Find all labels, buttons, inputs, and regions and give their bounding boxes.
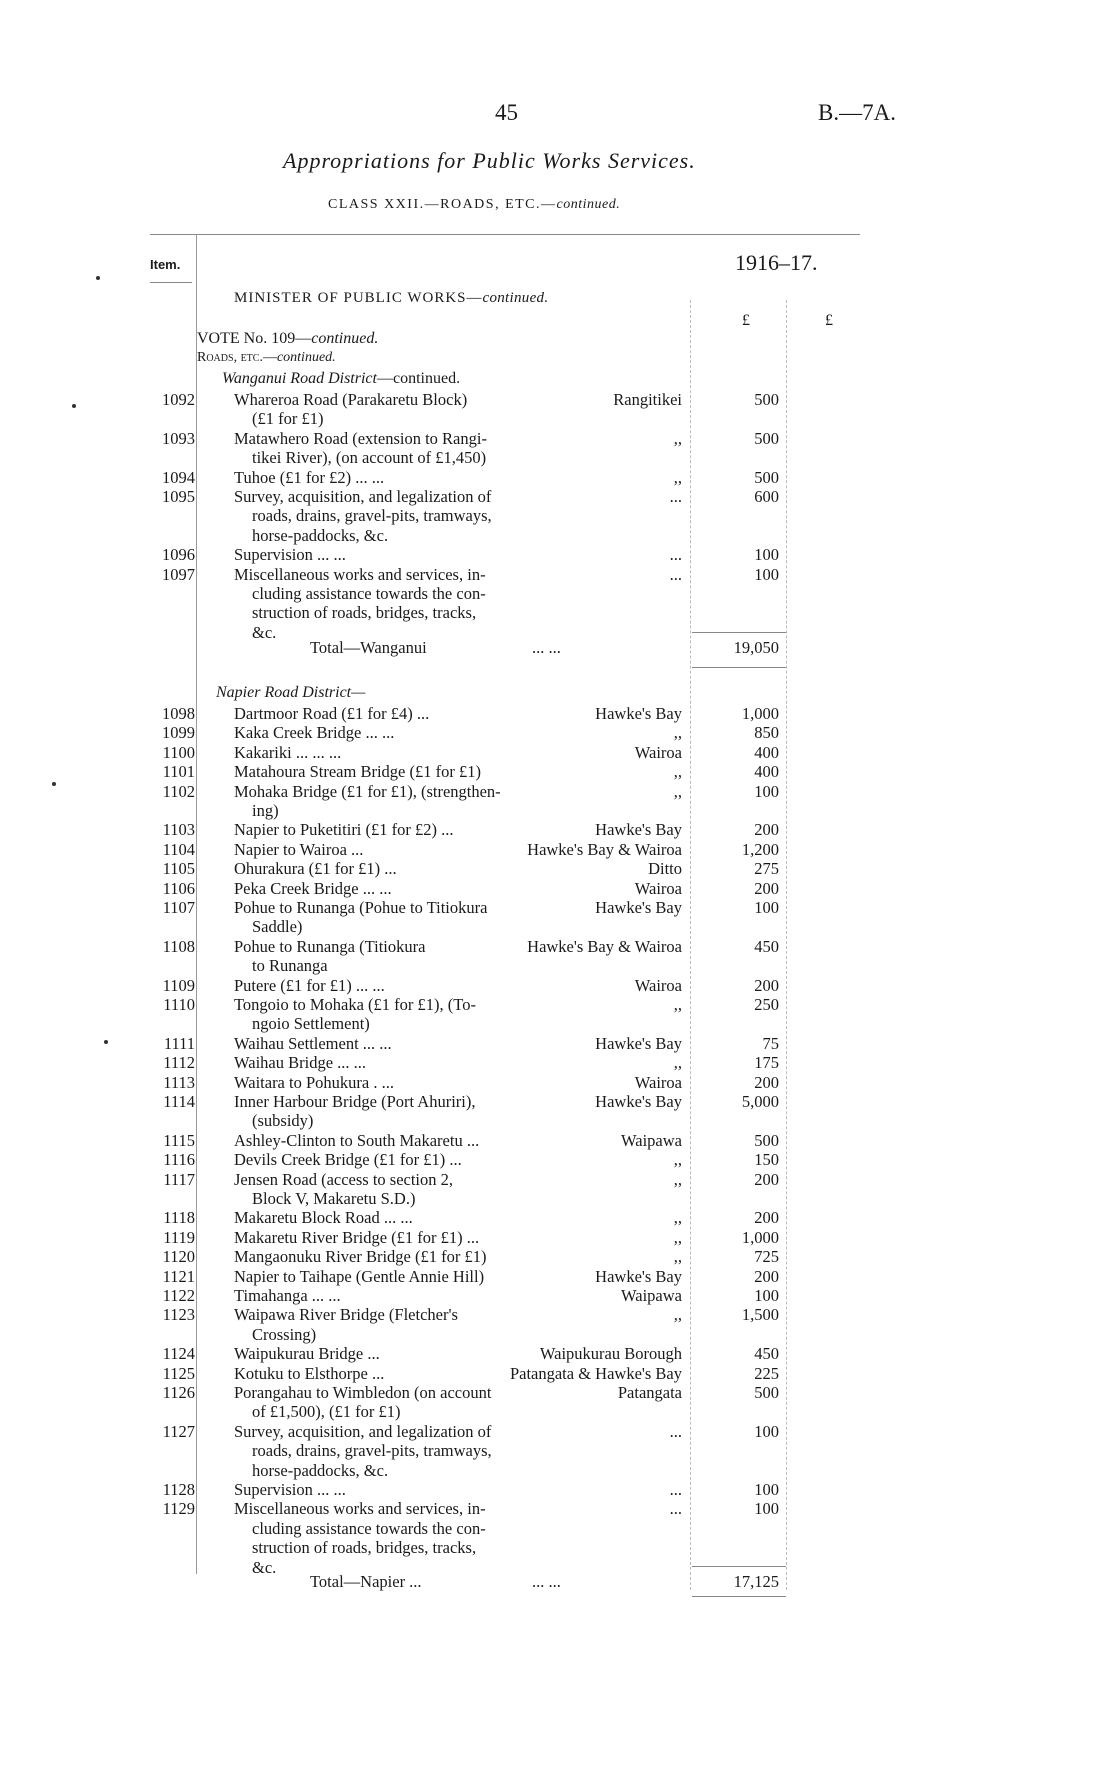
item-number: 1106 xyxy=(162,878,195,898)
item-number: 1116 xyxy=(163,1150,195,1170)
napier-total-rule-top xyxy=(692,1566,786,1567)
electorate: ... xyxy=(669,487,682,506)
item-description xyxy=(234,840,564,859)
roads-heading-main: Roads, etc.— xyxy=(197,350,277,365)
item-number: 1095 xyxy=(162,487,195,506)
description-line: Survey, acquisition, and legalization of xyxy=(234,1421,492,1441)
description-line: Waihau Bridge ... ... xyxy=(234,1053,367,1073)
ministry-heading-main: MINISTER OF PUBLIC WORKS— xyxy=(234,290,483,306)
item-description xyxy=(234,1073,564,1092)
amount: 500 xyxy=(754,390,779,409)
description-line: tikei River), (on account of £1,450) xyxy=(252,448,487,468)
electorate: Patangata & Hawke's Bay xyxy=(509,1363,682,1383)
item-number: 1122 xyxy=(162,1286,195,1305)
currency-symbol-1: £ xyxy=(742,312,750,329)
item-number: 1124 xyxy=(162,1344,195,1364)
description-line: roads, drains, gravel-pits, tramways, xyxy=(252,1441,492,1461)
electorate: ,, xyxy=(673,1227,682,1247)
item-number: 1101 xyxy=(162,762,195,782)
item-header-rule xyxy=(150,282,192,283)
item-description xyxy=(234,1053,564,1072)
description-line: Kakariki ... ... ... xyxy=(234,742,342,762)
wanganui-total-label: Total—Wanganui xyxy=(310,638,427,657)
item-number: 1127 xyxy=(162,1421,195,1441)
description-line: Saddle) xyxy=(252,917,303,937)
description-line: horse-paddocks, &c. xyxy=(252,1460,389,1480)
item-description xyxy=(234,390,564,429)
description-line: Matahoura Stream Bridge (£1 for £1) xyxy=(234,762,481,782)
description-line: Waitara to Pohukura . ... xyxy=(234,1072,394,1092)
electorate: ,, xyxy=(673,467,682,487)
item-number: 1098 xyxy=(162,704,195,723)
item-description xyxy=(234,1480,564,1499)
electorate: ,, xyxy=(673,723,682,743)
description-line: struction of roads, bridges, tracks, xyxy=(252,1538,477,1558)
wanganui-total-rule-top xyxy=(692,632,786,633)
amount: 200 xyxy=(754,1169,779,1189)
electorate: ... xyxy=(669,1421,682,1441)
description-line: Supervision ... ... xyxy=(234,545,346,565)
electorate: Hawke's Bay xyxy=(595,704,682,723)
description-line: Waipawa River Bridge (Fletcher's xyxy=(234,1305,458,1325)
description-line: Miscellaneous works and services, in- xyxy=(234,564,486,584)
description-line: Matawhero Road (extension to Rangi- xyxy=(234,428,487,448)
item-description xyxy=(234,487,564,545)
item-number: 1126 xyxy=(162,1383,195,1402)
item-number: 1096 xyxy=(162,545,195,565)
description-line: Napier to Taihape (Gentle Annie Hill) xyxy=(234,1266,485,1286)
amount: 100 xyxy=(754,1286,779,1305)
electorate: Wairoa xyxy=(634,1072,682,1092)
item-description xyxy=(234,704,564,723)
description-line: Dartmoor Road (£1 for £4) ... xyxy=(234,704,430,723)
amount: 200 xyxy=(754,1266,779,1286)
item-number: 1121 xyxy=(162,1266,195,1286)
item-number: 1097 xyxy=(162,564,195,584)
item-description xyxy=(234,762,564,781)
electorate: ,, xyxy=(673,1053,682,1073)
description-line: Napier to Puketitiri (£1 for £2) ... xyxy=(234,820,454,840)
electorate: ... xyxy=(669,1480,682,1499)
description-line: Ohurakura (£1 for £1) ... xyxy=(234,859,397,879)
napier-district-heading: Napier Road District— xyxy=(216,684,366,701)
description-line: ngoio Settlement) xyxy=(252,1014,370,1034)
electorate: ,, xyxy=(673,781,682,801)
description-line: of £1,500), (£1 for £1) xyxy=(252,1402,401,1422)
amount: 500 xyxy=(754,467,779,487)
item-description xyxy=(234,545,564,564)
electorate: ,, xyxy=(673,1305,682,1325)
item-description xyxy=(234,468,564,487)
class-subtitle-main: CLASS XXII.—ROADS, ETC.— xyxy=(328,197,557,212)
amount: 225 xyxy=(754,1363,779,1383)
amount: 175 xyxy=(754,1053,779,1073)
margin-speck xyxy=(72,404,76,408)
item-number: 1114 xyxy=(163,1092,195,1111)
ministry-heading-cont: continued. xyxy=(482,290,549,306)
page-number: 45 xyxy=(495,100,518,125)
item-description xyxy=(234,820,564,839)
description-line: Miscellaneous works and services, in- xyxy=(234,1499,486,1519)
description-line: Kotuku to Elsthorpe ... xyxy=(234,1363,385,1383)
amount: 1,000 xyxy=(741,1227,779,1247)
electorate: ,, xyxy=(673,995,682,1014)
electorate: Hawke's Bay xyxy=(595,1092,682,1111)
description-line: Devils Creek Bridge (£1 for £1) ... xyxy=(234,1150,462,1170)
amount: 450 xyxy=(754,1344,779,1364)
description-line: cluding assistance towards the con- xyxy=(252,1518,486,1538)
electorate: ,, xyxy=(673,428,682,448)
description-line: Whareroa Road (Parakaretu Block) xyxy=(234,390,468,409)
amount: 100 xyxy=(754,781,779,801)
description-line: Makaretu River Bridge (£1 for £1) ... xyxy=(234,1227,480,1247)
item-description xyxy=(234,1092,564,1131)
item-description xyxy=(234,976,564,995)
margin-speck xyxy=(52,782,56,786)
item-number: 1105 xyxy=(162,859,195,879)
amount: 500 xyxy=(754,428,779,448)
amount: 100 xyxy=(754,1480,779,1499)
item-description xyxy=(234,859,564,878)
description-line: Mangaonuku River Bridge (£1 for £1) xyxy=(234,1247,487,1267)
amount: 100 xyxy=(754,564,779,584)
amount: 600 xyxy=(754,487,779,506)
description-line: cluding assistance towards the con- xyxy=(252,584,486,603)
item-description xyxy=(234,1208,564,1227)
electorate: ,, xyxy=(673,1150,682,1170)
electorate: Waipawa xyxy=(621,1130,682,1150)
item-description xyxy=(234,995,564,1034)
amount: 100 xyxy=(754,1499,779,1519)
description-line: ing) xyxy=(252,801,279,820)
item-column-label: Item. xyxy=(150,257,181,272)
amount: 200 xyxy=(754,1208,779,1228)
item-description xyxy=(234,1150,564,1169)
description-line: (subsidy) xyxy=(252,1111,314,1131)
item-number: 1113 xyxy=(163,1072,195,1092)
item-number: 1094 xyxy=(162,467,195,487)
electorate: ,, xyxy=(673,1208,682,1228)
item-description xyxy=(234,937,564,976)
description-line: horse-paddocks, &c. xyxy=(252,525,389,545)
description-line: Waipukurau Bridge ... xyxy=(234,1344,380,1364)
description-line: struction of roads, bridges, tracks, xyxy=(252,603,477,623)
wanganui-total-dots: ... ... xyxy=(532,638,561,657)
item-description xyxy=(234,1383,564,1422)
description-line: Porangahau to Wimbledon (on account xyxy=(234,1383,492,1402)
item-description xyxy=(234,1499,564,1577)
electorate: Wairoa xyxy=(634,742,682,762)
item-description xyxy=(234,1170,564,1209)
wanganui-total-rule-bottom xyxy=(692,667,786,668)
item-description xyxy=(234,743,564,762)
margin-speck xyxy=(104,1040,108,1044)
item-column-line xyxy=(196,234,197,1574)
item-description xyxy=(234,1286,564,1305)
electorate: Ditto xyxy=(648,859,682,879)
document-reference: B.—7A. xyxy=(818,100,896,125)
description-line: (£1 for £1) xyxy=(252,409,324,429)
amount: 500 xyxy=(754,1130,779,1150)
ministry-heading xyxy=(234,290,548,307)
top-rule xyxy=(150,234,860,235)
amount: 1,500 xyxy=(741,1305,779,1325)
item-description xyxy=(234,1228,564,1247)
item-description xyxy=(234,429,564,468)
amount: 400 xyxy=(754,742,779,762)
description-line: Makaretu Block Road ... ... xyxy=(234,1208,413,1228)
electorate: ,, xyxy=(673,1247,682,1267)
item-description xyxy=(234,723,564,742)
item-number: 1110 xyxy=(163,995,195,1014)
item-description xyxy=(234,898,564,937)
item-number: 1099 xyxy=(162,723,195,743)
amount: 500 xyxy=(754,1383,779,1402)
year-column-label: 1916–17. xyxy=(735,250,818,275)
roads-heading-cont: continued. xyxy=(276,350,336,365)
item-number: 1092 xyxy=(162,390,195,409)
item-number: 1112 xyxy=(163,1053,195,1073)
amount: 100 xyxy=(754,1421,779,1441)
wanganui-district-heading xyxy=(222,370,460,388)
electorate: Waipukurau Borough xyxy=(539,1344,682,1364)
amount: 450 xyxy=(754,936,779,956)
electorate: ,, xyxy=(673,762,682,782)
description-line: Pohue to Runanga (Pohue to Titiokura xyxy=(234,898,488,917)
description-line: Survey, acquisition, and legalization of xyxy=(234,487,492,506)
description-line: Crossing) xyxy=(252,1324,317,1344)
electorate: ... xyxy=(669,564,682,584)
electorate: Patangata xyxy=(617,1383,682,1402)
item-number: 1108 xyxy=(162,936,195,956)
electorate: Waipawa xyxy=(621,1286,682,1305)
description-line: Mohaka Bridge (£1 for £1), (strengthen- xyxy=(234,781,501,801)
vote-heading xyxy=(197,330,378,348)
amount: 275 xyxy=(754,859,779,879)
item-number: 1123 xyxy=(162,1305,195,1325)
electorate: Hawke's Bay & Wairoa xyxy=(527,839,682,859)
amount: 1,000 xyxy=(741,704,779,723)
item-number: 1093 xyxy=(162,428,195,448)
item-description xyxy=(234,782,564,821)
amount: 1,200 xyxy=(741,839,779,859)
wanganui-heading-name: Wanganui Road District xyxy=(222,370,377,387)
amount: 200 xyxy=(754,878,779,898)
electorate: Wairoa xyxy=(634,878,682,898)
napier-total-rule-bottom xyxy=(692,1596,786,1597)
napier-total-amount: 17,125 xyxy=(733,1572,779,1591)
item-number: 1119 xyxy=(163,1227,195,1247)
item-number: 1111 xyxy=(163,1033,195,1053)
description-line: Inner Harbour Bridge (Port Ahuriri), xyxy=(234,1092,476,1111)
item-description xyxy=(234,1344,564,1363)
item-description xyxy=(234,1267,564,1286)
amount: 200 xyxy=(754,975,779,995)
description-line: Napier to Wairoa ... xyxy=(234,839,364,859)
item-number: 1115 xyxy=(163,1130,195,1150)
amount: 250 xyxy=(754,995,779,1014)
description-line: Jensen Road (access to section 2, xyxy=(234,1169,454,1189)
amount-column-line-right xyxy=(786,300,787,1590)
amount: 725 xyxy=(754,1247,779,1267)
electorate: Hawke's Bay & Wairoa xyxy=(527,936,682,956)
description-line: Waihau Settlement ... ... xyxy=(234,1033,392,1053)
napier-total-dots: ... ... xyxy=(532,1572,561,1591)
item-description xyxy=(234,1034,564,1053)
description-line: Ashley-Clinton to South Makaretu ... xyxy=(234,1130,480,1150)
electorate: Hawke's Bay xyxy=(595,820,682,840)
description-line: Peka Creek Bridge ... ... xyxy=(234,878,392,898)
description-line: Putere (£1 for £1) ... ... xyxy=(234,975,385,995)
description-line: Kaka Creek Bridge ... ... xyxy=(234,723,395,743)
amount-column-line-left xyxy=(690,300,691,1590)
item-description xyxy=(234,565,564,643)
electorate: Rangitikei xyxy=(613,390,682,409)
electorate: Hawke's Bay xyxy=(595,1266,682,1286)
amount: 150 xyxy=(754,1150,779,1170)
item-number: 1120 xyxy=(162,1247,195,1267)
item-number: 1128 xyxy=(162,1480,195,1499)
amount: 100 xyxy=(754,898,779,917)
electorate: ... xyxy=(669,545,682,565)
item-number: 1125 xyxy=(162,1363,195,1383)
wanganui-heading-suffix: —continued. xyxy=(376,370,461,387)
electorate: Hawke's Bay xyxy=(595,898,682,917)
item-number: 1100 xyxy=(162,742,195,762)
description-line: Pohue to Runanga (Titiokura xyxy=(234,936,426,956)
item-number: 1118 xyxy=(163,1208,195,1228)
electorate: ... xyxy=(669,1499,682,1519)
item-description xyxy=(234,1422,564,1480)
margin-speck xyxy=(96,276,100,280)
vote-heading-main: VOTE No. 109— xyxy=(197,330,312,347)
roads-heading xyxy=(197,350,336,366)
item-number: 1107 xyxy=(162,898,195,917)
description-line: Timahanga ... ... xyxy=(234,1286,341,1305)
electorate: Wairoa xyxy=(634,975,682,995)
item-number: 1129 xyxy=(162,1499,195,1519)
amount: 400 xyxy=(754,762,779,782)
document-title: Appropriations for Public Works Services. xyxy=(283,148,696,173)
description-line: Tuhoe (£1 for £2) ... ... xyxy=(234,467,385,487)
description-line: to Runanga xyxy=(252,956,328,976)
item-number: 1117 xyxy=(163,1169,195,1189)
item-description xyxy=(234,1247,564,1266)
amount: 100 xyxy=(754,545,779,565)
item-description xyxy=(234,879,564,898)
vote-heading-cont: continued. xyxy=(311,330,379,347)
description-line: Block V, Makaretu S.D.) xyxy=(252,1189,416,1208)
item-description xyxy=(234,1131,564,1150)
electorate: ,, xyxy=(673,1169,682,1189)
currency-symbol-2: £ xyxy=(825,312,833,329)
description-line: Tongoio to Mohaka (£1 for £1), (To- xyxy=(234,995,476,1014)
wanganui-total-amount: 19,050 xyxy=(733,638,779,657)
description-line: Supervision ... ... xyxy=(234,1480,346,1499)
napier-total-label: Total—Napier ... xyxy=(310,1572,422,1591)
electorate: Hawke's Bay xyxy=(595,1033,682,1053)
item-description xyxy=(234,1305,564,1344)
class-subtitle xyxy=(328,197,620,213)
amount: 850 xyxy=(754,723,779,743)
description-line: &c. xyxy=(252,622,277,642)
amount: 200 xyxy=(754,820,779,840)
item-number: 1102 xyxy=(162,781,195,801)
item-number: 1103 xyxy=(162,820,195,840)
class-subtitle-cont: continued. xyxy=(556,197,621,212)
description-line: &c. xyxy=(252,1557,277,1577)
description-line: roads, drains, gravel-pits, tramways, xyxy=(252,506,492,526)
item-number: 1109 xyxy=(162,975,195,995)
item-number: 1104 xyxy=(162,839,195,859)
amount: 200 xyxy=(754,1072,779,1092)
amount: 5,000 xyxy=(741,1092,779,1111)
amount: 75 xyxy=(762,1033,779,1053)
